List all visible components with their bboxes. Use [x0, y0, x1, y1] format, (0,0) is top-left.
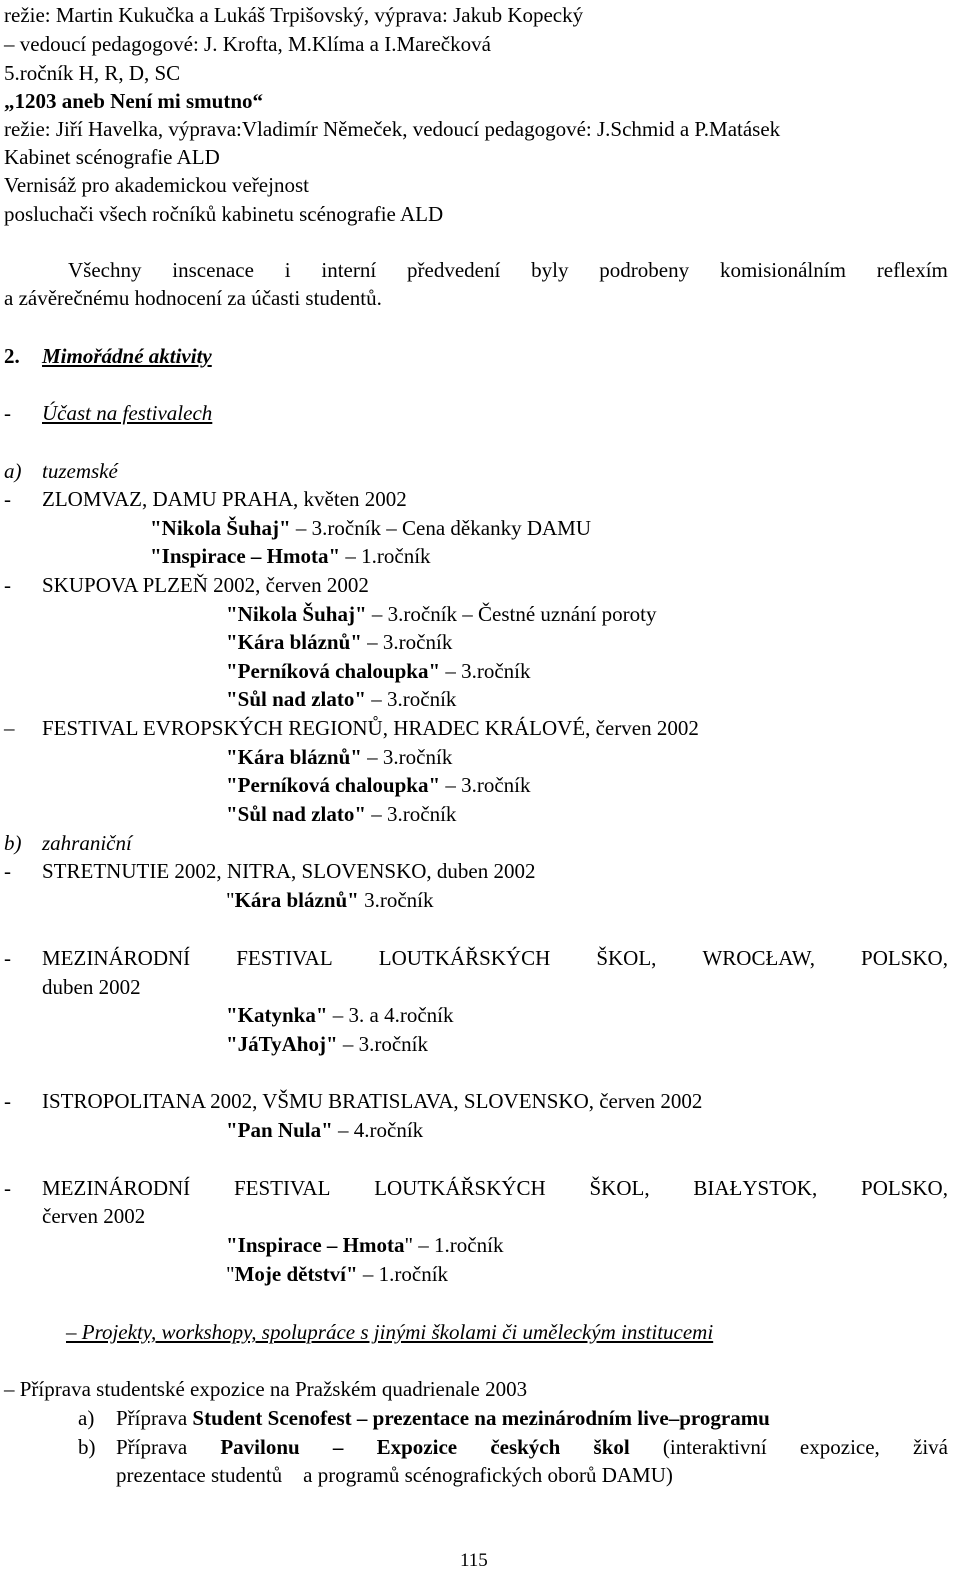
production-title: „1203 aneb Není mi smutno“ [4, 89, 264, 113]
list-dash: - [4, 401, 11, 425]
word: – [332, 1435, 344, 1459]
subsection-title: Účast na festivalech [42, 401, 213, 425]
production-detail: – 3.ročník [366, 687, 457, 711]
list-dash: – [4, 716, 15, 740]
production-item [226, 686, 456, 712]
production-detail: – 3.ročník [337, 1032, 429, 1056]
list-letter-b: b) [4, 831, 22, 855]
list-letter-a: a) [78, 1406, 95, 1430]
word: reflexím [876, 258, 948, 282]
credits-line-2: – vedoucí pedagogové: J. Krofta, M.Klíma a I.Marečková [4, 32, 491, 56]
production-title: "JáTyAhoj" [226, 1032, 338, 1056]
festival-name: ISTROPOLITANA 2002, VŠMU BRATISLAVA, SLOVENSKO, červen 2002 [42, 1089, 703, 1113]
item-highlight: Student Scenofest – prezentace na mezinárodním live–programu [192, 1406, 770, 1430]
list-dash: - [4, 1176, 11, 1200]
production-detail: – 1.ročník [357, 1262, 449, 1286]
festival-name [42, 1175, 948, 1201]
word: interní [321, 258, 377, 282]
production-title: "Perníková chaloupka" [226, 659, 441, 683]
production-title: "Perníková chaloupka" [226, 773, 441, 797]
word: MEZINÁRODNÍ [42, 946, 191, 970]
list-dash: - [4, 487, 11, 511]
section-number: 2. [4, 344, 20, 368]
production-title: "Nikola Šuhaj" [150, 516, 291, 540]
students-line: posluchači všech ročníků kabinetu scénografie ALD [4, 202, 444, 226]
word: POLSKO, [861, 946, 948, 970]
word: FESTIVAL [236, 946, 333, 970]
production-item [226, 1031, 428, 1057]
production-item [226, 1117, 423, 1143]
production-item [226, 629, 452, 655]
production-detail: – 1.ročník [340, 544, 431, 568]
foreign-label: zahraniční [42, 831, 132, 855]
production-title: "Nikola Šuhaj" [226, 602, 367, 626]
production-title: "Inspirace – Hmota [226, 1233, 405, 1257]
pavilion-item-line-2: prezentace studentů a programů scénografických oborů DAMU) [116, 1463, 673, 1487]
festival-date: duben 2002 [42, 975, 141, 999]
paragraph-line-1 [68, 257, 948, 283]
item-prefix: Příprava [116, 1406, 193, 1430]
word: ŠKOL, [589, 1176, 650, 1200]
word: škol [593, 1435, 630, 1459]
word: inscenace [172, 258, 254, 282]
production-detail: – 3.ročník [361, 745, 453, 769]
quote-mark: " [226, 888, 235, 912]
word: předvedení [407, 258, 501, 282]
word: komisionálním [719, 258, 846, 282]
paragraph-line-2: a závěrečnému hodnocení za účasti studentů. [4, 286, 382, 310]
production-item [226, 601, 656, 627]
vernissage-line: Vernisáž pro akademickou veřejnost [4, 173, 309, 197]
list-dash: - [4, 573, 11, 597]
production-item [226, 1232, 503, 1258]
domestic-label: tuzemské [42, 459, 118, 483]
quote-mark: " [226, 1262, 235, 1286]
word: živá [913, 1435, 948, 1459]
word: českých [490, 1435, 561, 1459]
word: i [284, 258, 291, 282]
production-title: "Kára bláznů" [226, 630, 362, 654]
production-detail: – 3.ročník [440, 659, 531, 683]
word: LOUTKÁŘSKÝCH [374, 1176, 546, 1200]
word: Příprava [116, 1435, 188, 1459]
production-title: Moje dětství" [234, 1262, 358, 1286]
credits-line-1: režie: Martin Kukučka a Lukáš Trpišovský, výprava: Jakub Kopecký [4, 3, 584, 27]
production-item [150, 515, 591, 541]
production-item [226, 744, 452, 770]
production-detail: – 3.ročník [366, 802, 457, 826]
word: expozice, [799, 1435, 880, 1459]
credits-line-3: režie: Jiří Havelka, výprava:Vladimír Němeček, vedoucí pedagogové: J.Schmid a P.Matásek [4, 117, 781, 141]
word: Expozice [376, 1435, 458, 1459]
projects-heading: – Projekty, workshopy, spolupráce s jinými školami či uměleckým institucemi [66, 1320, 714, 1344]
scenofest-item [116, 1405, 770, 1431]
word: podrobeny [599, 258, 690, 282]
cabinet-line: Kabinet scénografie ALD [4, 145, 220, 169]
production-item [226, 887, 434, 913]
list-letter-b: b) [78, 1435, 96, 1459]
production-title: "Pan Nula" [226, 1118, 333, 1142]
production-title: "Inspirace – Hmota" [150, 544, 341, 568]
quadrennial-line: – Příprava studentské expozice na Pražském quadrienale 2003 [4, 1377, 528, 1401]
festival-date: červen 2002 [42, 1204, 146, 1228]
list-dash: - [4, 946, 11, 970]
word: ŠKOL, [596, 946, 657, 970]
production-title: "Sůl nad zlato" [226, 802, 367, 826]
production-title: Kára bláznů" [234, 888, 359, 912]
production-detail: – 3.ročník [361, 630, 453, 654]
production-title: "Sůl nad zlato" [226, 687, 367, 711]
production-item [226, 801, 456, 827]
word: BIAŁYSTOK, [693, 1176, 818, 1200]
class-line: 5.ročník H, R, D, SC [4, 61, 181, 85]
word: FESTIVAL [233, 1176, 331, 1200]
production-item [226, 1261, 448, 1287]
production-detail: – 4.ročník [332, 1118, 424, 1142]
word: POLSKO, [861, 1176, 948, 1200]
word: byly [531, 258, 569, 282]
list-dash: - [4, 859, 11, 883]
festival-name [42, 945, 948, 971]
page-number: 115 [460, 1550, 488, 1571]
production-detail: – 3.ročník – Čestné uznání poroty [366, 602, 657, 626]
word: WROCŁAW, [702, 946, 815, 970]
word: (interaktivní [662, 1435, 767, 1459]
production-item [226, 772, 531, 798]
production-detail: 3.ročník [358, 888, 434, 912]
festival-name: FESTIVAL EVROPSKÝCH REGIONŮ, HRADEC KRÁLOVÉ, červen 2002 [42, 716, 699, 740]
production-detail: – 3. a 4.ročník [327, 1003, 454, 1027]
list-dash: - [4, 1089, 11, 1113]
word: LOUTKÁŘSKÝCH [378, 946, 551, 970]
production-title: "Kára bláznů" [226, 745, 362, 769]
word: Všechny [68, 258, 142, 282]
list-letter-a: a) [4, 459, 22, 483]
production-detail: " – 1.ročník [404, 1233, 504, 1257]
production-item [226, 1002, 454, 1028]
word: Pavilonu [220, 1435, 300, 1459]
word: MEZINÁRODNÍ [42, 1176, 191, 1200]
festival-name: SKUPOVA PLZEŇ 2002, červen 2002 [42, 573, 369, 597]
production-title: "Katynka" [226, 1003, 328, 1027]
production-detail: – 3.ročník – Cena děkanky DAMU [290, 516, 591, 540]
festival-name: ZLOMVAZ, DAMU PRAHA, květen 2002 [42, 487, 407, 511]
festival-name: STRETNUTIE 2002, NITRA, SLOVENSKO, duben 2002 [42, 859, 536, 883]
production-detail: – 3.ročník [440, 773, 531, 797]
section-title: Mimořádné aktivity [42, 344, 212, 368]
pavilion-item-line-1 [116, 1434, 948, 1460]
production-item [150, 543, 431, 569]
production-item [226, 658, 531, 684]
